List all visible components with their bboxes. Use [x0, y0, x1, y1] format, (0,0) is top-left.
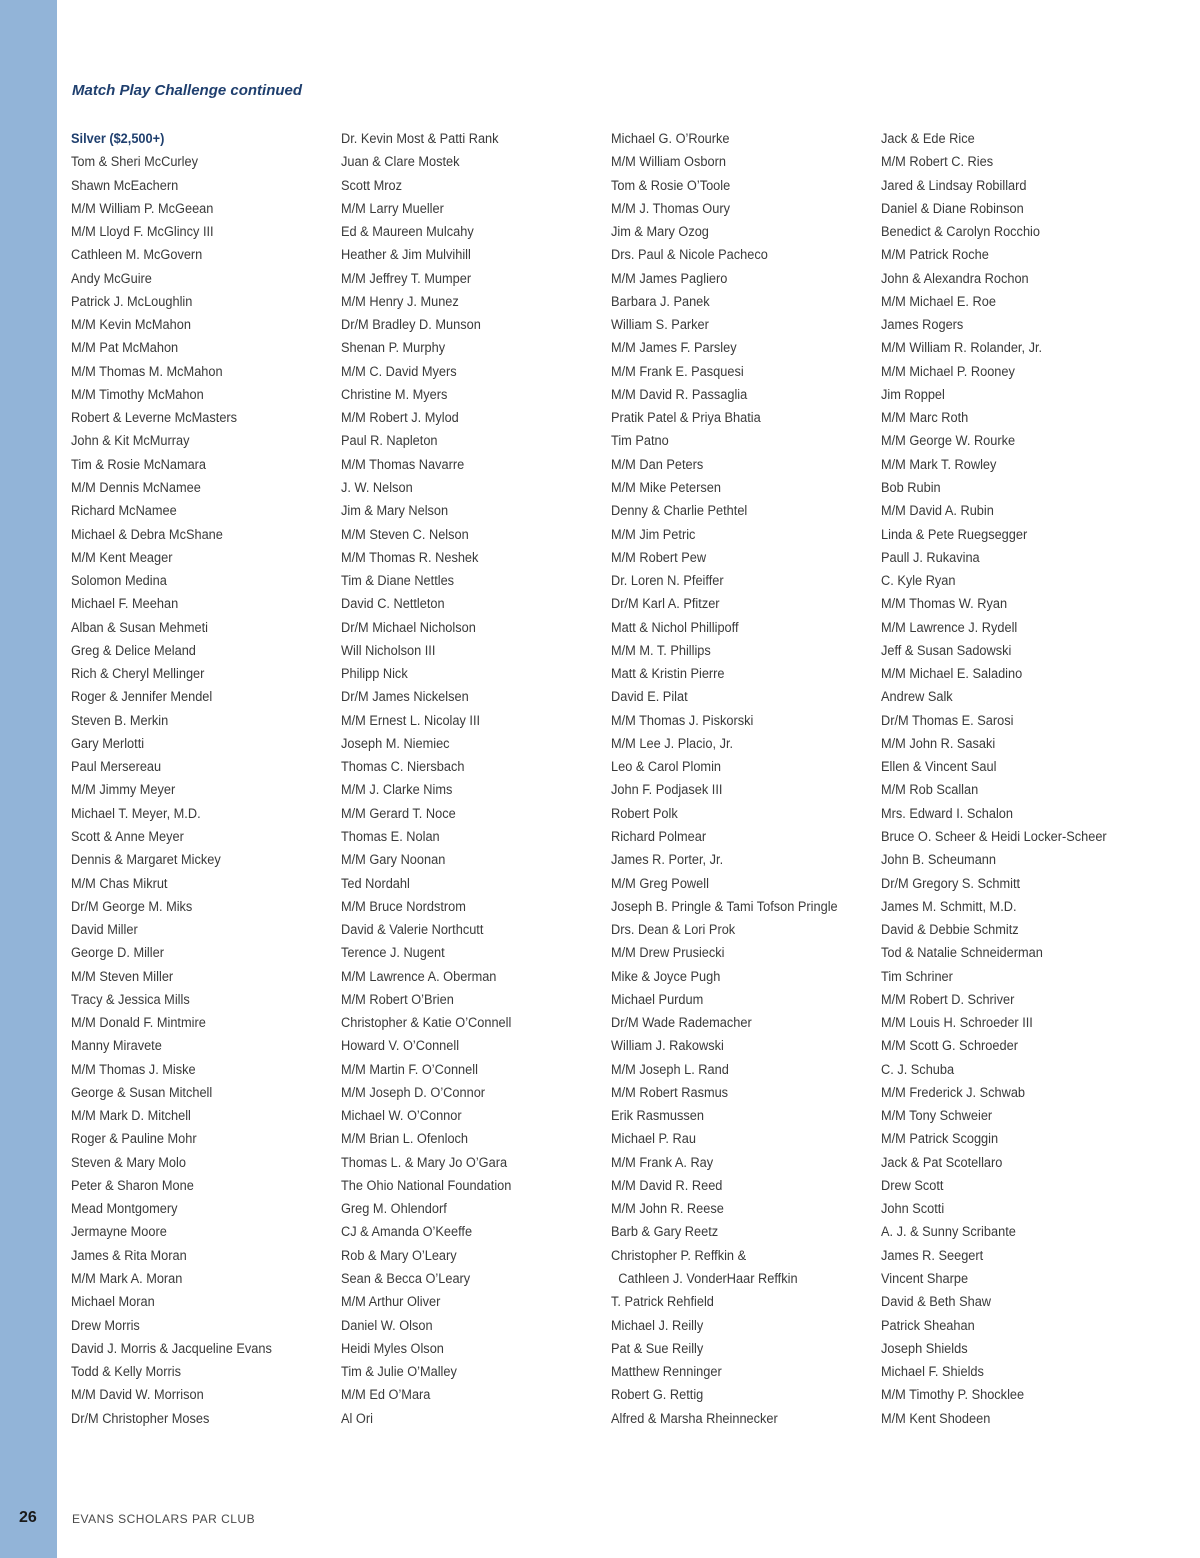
- donor-name: Jim & Mary Nelson: [341, 503, 449, 520]
- donor-name: M/M Robert Rasmus: [611, 1084, 729, 1101]
- donor-name: M/M Lloyd F. McGlincy III: [71, 224, 214, 241]
- donor-name: John F. Podjasek III: [611, 782, 723, 799]
- donor-name: Shenan P. Murphy: [341, 340, 446, 357]
- donor-name: Cathleen M. McGovern: [71, 247, 203, 264]
- donor-name: Jared & Lindsay Robillard: [881, 177, 1027, 194]
- donor-name: David J. Morris & Jacqueline Evans: [71, 1340, 272, 1357]
- donor-name: M/M Michael E. Roe: [881, 293, 996, 310]
- donor-name: Jack & Pat Scotellaro: [881, 1154, 1003, 1171]
- donor-name: William S. Parker: [611, 317, 709, 334]
- donor-name: M/M Robert D. Schriver: [881, 991, 1015, 1008]
- donor-name: M/M Arthur Oliver: [341, 1294, 441, 1311]
- donor-name: M/M Thomas J. Miske: [71, 1061, 196, 1078]
- donor-name: Daniel W. Olson: [341, 1317, 433, 1334]
- donor-name: Heidi Myles Olson: [341, 1340, 444, 1357]
- donor-name: M/M Thomas M. McMahon: [71, 363, 223, 380]
- donor-name: David C. Nettleton: [341, 596, 445, 613]
- donor-name: Erik Rasmussen: [611, 1108, 704, 1125]
- donor-name: Al Ori: [341, 1410, 373, 1427]
- donor-name: Drs. Paul & Nicole Pacheco: [611, 247, 768, 264]
- donor-name: James Rogers: [881, 317, 964, 334]
- donor-name: J. W. Nelson: [341, 479, 413, 496]
- donor-name: M/M Thomas R. Neshek: [341, 549, 479, 566]
- donor-name: Dr/M James Nickelsen: [341, 689, 469, 706]
- donor-name: M/M Lawrence J. Rydell: [881, 619, 1018, 636]
- donor-name: M/M Timothy P. Shocklee: [881, 1387, 1025, 1404]
- donor-name: William J. Rakowski: [611, 1038, 724, 1055]
- donor-name: George D. Miller: [71, 945, 164, 962]
- donor-name: Tim Patno: [611, 433, 669, 450]
- donor-name: Gary Merlotti: [71, 735, 145, 752]
- donor-name: Sean & Becca O’Leary: [341, 1271, 471, 1288]
- donor-name: James M. Schmitt, M.D.: [881, 898, 1017, 915]
- donor-name: T. Patrick Rehfield: [611, 1294, 714, 1311]
- donor-name: M/M William R. Rolander, Jr.: [881, 340, 1043, 357]
- donor-name: Joseph M. Niemiec: [341, 735, 450, 752]
- donor-name: M/M Steven C. Nelson: [341, 526, 469, 543]
- donor-name: M/M Steven Miller: [71, 968, 174, 985]
- donor-name: M/M C. David Myers: [341, 363, 457, 380]
- donor-name: Dr. Kevin Most & Patti Rank: [341, 131, 499, 147]
- donor-name: M/M Michael E. Saladino: [881, 666, 1023, 683]
- donor-name: Pratik Patel & Priya Bhatia: [611, 410, 761, 427]
- donor-name: Bob Rubin: [881, 479, 941, 496]
- donor-name: CJ & Amanda O’Keeffe: [341, 1224, 473, 1241]
- donor-name: M/M James F. Parsley: [611, 340, 737, 357]
- donor-name: Cathleen J. VonderHaar Reffkin: [618, 1271, 798, 1288]
- donor-name: M/M Frank E. Pasquesi: [611, 363, 744, 380]
- donor-name: Matthew Renninger: [611, 1364, 722, 1381]
- donor-name: M/M Thomas W. Ryan: [881, 596, 1008, 613]
- donor-name: Tim & Julie O’Malley: [341, 1364, 457, 1381]
- donor-name: Steven B. Merkin: [71, 712, 169, 729]
- donor-name: Dr/M Bradley D. Munson: [341, 317, 481, 334]
- donor-name: Paul R. Napleton: [341, 433, 438, 450]
- donor-name: Dr/M George M. Miks: [71, 898, 193, 915]
- donor-name: M/M William Osborn: [611, 154, 726, 171]
- donor-name: John Scotti: [881, 1201, 945, 1218]
- donor-name: M/M John R. Sasaki: [881, 735, 996, 752]
- donor-name: Andy McGuire: [71, 270, 152, 287]
- donor-name: Daniel & Diane Robinson: [881, 200, 1024, 217]
- donor-name: Pat & Sue Reilly: [611, 1340, 704, 1357]
- donor-name: Robert Polk: [611, 805, 678, 822]
- donor-name: David E. Pilat: [611, 689, 688, 706]
- donor-name: M/M David R. Reed: [611, 1177, 723, 1194]
- donor-name: C. Kyle Ryan: [881, 573, 956, 590]
- donor-name: Thomas E. Nolan: [341, 828, 440, 845]
- donor-name: M/M Martin F. O’Connell: [341, 1061, 478, 1078]
- donor-name: M/M Bruce Nordstrom: [341, 898, 466, 915]
- donor-name: Denny & Charlie Pethtel: [611, 503, 748, 520]
- donor-name: M/M Mark D. Mitchell: [71, 1108, 191, 1125]
- donor-name: M/M Frank A. Ray: [611, 1154, 714, 1171]
- donor-name: Tod & Natalie Schneiderman: [881, 945, 1043, 962]
- donor-name: Jack & Ede Rice: [881, 131, 975, 147]
- donor-name: M/M Ed O’Mara: [341, 1387, 431, 1404]
- donor-name: M/M Chas Mikrut: [71, 875, 168, 892]
- donor-name: Greg & Delice Meland: [71, 642, 196, 659]
- donor-name: Tom & Sheri McCurley: [71, 154, 199, 171]
- donor-name: Scott & Anne Meyer: [71, 828, 184, 845]
- donor-name: Robert & Leverne McMasters: [71, 410, 238, 427]
- donor-name: M/M Lee J. Placio, Jr.: [611, 735, 734, 752]
- donor-column-2: [341, 128, 530, 1431]
- donor-name: Peter & Sharon Mone: [71, 1177, 194, 1194]
- donor-name: Tracy & Jessica Mills: [71, 991, 190, 1008]
- donor-name: Thomas L. & Mary Jo O’Gara: [341, 1154, 508, 1171]
- donor-name: Jim & Mary Ozog: [611, 224, 709, 241]
- donor-name: Andrew Salk: [881, 689, 953, 706]
- donor-name: George & Susan Mitchell: [71, 1084, 213, 1101]
- donor-name: Heather & Jim Mulvihill: [341, 247, 471, 264]
- donor-name: M/M Mike Petersen: [611, 479, 721, 496]
- donor-name: M/M Patrick Scoggin: [881, 1131, 999, 1148]
- donor-name: Tim Schriner: [881, 968, 953, 985]
- donor-name: Drs. Dean & Lori Prok: [611, 922, 736, 939]
- donor-level-heading: Silver ($2,500+): [71, 131, 165, 147]
- donor-name: M/M Greg Powell: [611, 875, 709, 892]
- donor-name: Joseph B. Pringle & Tami Tofson Pringle: [611, 898, 838, 915]
- donor-name: M/M Mark T. Rowley: [881, 456, 997, 473]
- donor-name: David & Valerie Northcutt: [341, 922, 484, 939]
- donor-column-4: [881, 128, 1132, 1431]
- donor-name: Rich & Cheryl Mellinger: [71, 666, 205, 683]
- donor-name: Dr/M Wade Rademacher: [611, 1015, 752, 1032]
- donor-name: John B. Scheumann: [881, 852, 997, 869]
- donor-name: Dr/M Karl A. Pfitzer: [611, 596, 720, 613]
- donor-name: Terence J. Nugent: [341, 945, 445, 962]
- donor-name: Michael F. Shields: [881, 1364, 984, 1381]
- donor-name: M/M Donald F. Mintmire: [71, 1015, 206, 1032]
- donor-name: M/M Henry J. Munez: [341, 293, 459, 310]
- donor-name: Michael & Debra McShane: [71, 526, 223, 543]
- donor-name: Rob & Mary O’Leary: [341, 1247, 457, 1264]
- donor-name: M/M Jim Petric: [611, 526, 696, 543]
- donor-name: M/M Joseph D. O’Connor: [341, 1084, 486, 1101]
- donor-name: Patrick Sheahan: [881, 1317, 975, 1334]
- donor-name: Christopher P. Reffkin &: [611, 1247, 747, 1264]
- donor-name: M/M Dennis McNamee: [71, 479, 201, 496]
- donor-name: John & Kit McMurray: [71, 433, 190, 450]
- donor-name: M/M Dan Peters: [611, 456, 704, 473]
- donor-name: C. J. Schuba: [881, 1061, 955, 1078]
- donor-name: James R. Porter, Jr.: [611, 852, 724, 869]
- donor-name: Michael W. O’Connor: [341, 1108, 462, 1125]
- donor-column-3: [611, 128, 863, 1431]
- donor-name: Christopher & Katie O’Connell: [341, 1015, 512, 1032]
- donor-name: M/M William P. McGeean: [71, 200, 214, 217]
- donor-name: Dr/M Gregory S. Schmitt: [881, 875, 1021, 892]
- donor-name: M/M James Pagliero: [611, 270, 728, 287]
- donor-name: David Miller: [71, 922, 138, 939]
- donor-name: Ed & Maureen Mulcahy: [341, 224, 474, 241]
- donor-name: Dr/M Michael Nicholson: [341, 619, 476, 636]
- donor-name: David & Debbie Schmitz: [881, 922, 1019, 939]
- donor-name: Will Nicholson III: [341, 642, 436, 659]
- donor-name: Benedict & Carolyn Rocchio: [881, 224, 1040, 241]
- donor-name: Matt & Nichol Phillipoff: [611, 619, 739, 636]
- donor-name: M/M Frederick J. Schwab: [881, 1084, 1026, 1101]
- donor-name: M/M George W. Rourke: [881, 433, 1016, 450]
- donor-name: A. J. & Sunny Scribante: [881, 1224, 1016, 1241]
- donor-name: Tim & Diane Nettles: [341, 573, 455, 590]
- donor-name: Leo & Carol Plomin: [611, 759, 722, 776]
- donor-name: Matt & Kristin Pierre: [611, 666, 725, 683]
- donor-name: Drew Morris: [71, 1317, 140, 1334]
- donor-name: M/M Robert Pew: [611, 549, 707, 566]
- donor-name: Barb & Gary Reetz: [611, 1224, 719, 1241]
- donor-name: Dr/M Thomas E. Sarosi: [881, 712, 1014, 729]
- donor-name: M/M David R. Passaglia: [611, 386, 748, 403]
- donor-name: Juan & Clare Mostek: [341, 154, 460, 171]
- donor-name: M/M Rob Scallan: [881, 782, 979, 799]
- donor-name: M/M Timothy McMahon: [71, 386, 204, 403]
- donor-name: Michael T. Meyer, M.D.: [71, 805, 201, 822]
- donor-name: Howard V. O’Connell: [341, 1038, 460, 1055]
- donor-name: Barbara J. Panek: [611, 293, 710, 310]
- donor-name: Solomon Medina: [71, 573, 167, 590]
- donor-name: M/M Marc Roth: [881, 410, 969, 427]
- donor-name: Michael Moran: [71, 1294, 155, 1311]
- donor-name: M/M Thomas Navarre: [341, 456, 465, 473]
- donor-name: Michael Purdum: [611, 991, 704, 1008]
- donor-name: James R. Seegert: [881, 1247, 984, 1264]
- donor-name: M/M Brian L. Ofenloch: [341, 1131, 469, 1148]
- donor-name: Roger & Jennifer Mendel: [71, 689, 213, 706]
- donor-name: Patrick J. McLoughlin: [71, 293, 193, 310]
- donor-name: M/M Larry Mueller: [341, 200, 444, 217]
- donor-name: Michael F. Meehan: [71, 596, 179, 613]
- donor-name: M/M Kent Shodeen: [881, 1410, 991, 1427]
- donor-name: M/M Thomas J. Piskorski: [611, 712, 754, 729]
- donor-name: Jermayne Moore: [71, 1224, 167, 1241]
- donor-name: Steven & Mary Molo: [71, 1154, 186, 1171]
- donor-name: M/M Robert C. Ries: [881, 154, 994, 171]
- donor-name: Dr/M Christopher Moses: [71, 1410, 210, 1427]
- donor-name: M/M Robert J. Mylod: [341, 410, 459, 427]
- donor-name: Tim & Rosie McNamara: [71, 456, 207, 473]
- donor-name: Vincent Sharpe: [881, 1271, 969, 1288]
- donor-name: Richard Polmear: [611, 828, 707, 845]
- donor-name: M/M Lawrence A. Oberman: [341, 968, 497, 985]
- donor-name: M/M David A. Rubin: [881, 503, 994, 520]
- donor-name: Robert G. Rettig: [611, 1387, 704, 1404]
- donor-name: M/M Jimmy Meyer: [71, 782, 176, 799]
- donor-name: M/M M. T. Phillips: [611, 642, 711, 659]
- donor-name: Paull J. Rukavina: [881, 549, 980, 566]
- donor-name: Michael G. O’Rourke: [611, 131, 730, 147]
- donor-name: Roger & Pauline Mohr: [71, 1131, 197, 1148]
- donor-name: Bruce O. Scheer & Heidi Locker-Scheer: [881, 828, 1107, 845]
- donor-name: M/M Pat McMahon: [71, 340, 179, 357]
- donor-name: Michael J. Reilly: [611, 1317, 704, 1334]
- donor-name: Alfred & Marsha Rheinnecker: [611, 1410, 778, 1427]
- donor-name: Philipp Nick: [341, 666, 408, 683]
- donor-name: Drew Scott: [881, 1177, 944, 1194]
- donor-name: Dr. Loren N. Pfeiffer: [611, 573, 724, 590]
- donor-name: Greg M. Ohlendorf: [341, 1201, 447, 1218]
- donor-name: M/M Mark A. Moran: [71, 1271, 183, 1288]
- donor-name: M/M Ernest L. Nicolay III: [341, 712, 481, 729]
- donor-name: M/M Louis H. Schroeder III: [881, 1015, 1033, 1032]
- donor-name: M/M Jeffrey T. Mumper: [341, 270, 472, 287]
- donor-name: M/M Gerard T. Noce: [341, 805, 456, 822]
- section-heading: Match Play Challenge continued: [72, 82, 303, 99]
- donor-name: Scott Mroz: [341, 177, 403, 194]
- donor-name: Thomas C. Niersbach: [341, 759, 465, 776]
- donor-name: M/M Robert O’Brien: [341, 991, 454, 1008]
- donor-name: M/M J. Thomas Oury: [611, 200, 730, 217]
- donor-name: John & Alexandra Rochon: [881, 270, 1029, 287]
- donor-name: Linda & Pete Ruegsegger: [881, 526, 1028, 543]
- donor-column-1: [71, 128, 294, 1431]
- donor-name: Jeff & Susan Sadowski: [881, 642, 1012, 659]
- donor-name: M/M Patrick Roche: [881, 247, 989, 264]
- donor-name: Ellen & Vincent Saul: [881, 759, 997, 776]
- page-number: 26: [19, 1509, 37, 1526]
- donor-name: M/M Michael P. Rooney: [881, 363, 1015, 380]
- donor-name: Jim Roppel: [881, 386, 945, 403]
- donor-name: Tom & Rosie O’Toole: [611, 177, 731, 194]
- donor-name: Michael P. Rau: [611, 1131, 696, 1148]
- publication-name: EVANS SCHOLARS PAR CLUB: [72, 1512, 256, 1526]
- donor-name: M/M Kevin McMahon: [71, 317, 191, 334]
- donor-name: Richard McNamee: [71, 503, 177, 520]
- donor-name: Paul Mersereau: [71, 759, 162, 776]
- donor-name: Joseph Shields: [881, 1340, 968, 1357]
- donor-name: Manny Miravete: [71, 1038, 162, 1055]
- donor-name: Shawn McEachern: [71, 177, 179, 194]
- donor-name: Ted Nordahl: [341, 875, 410, 892]
- donor-name: M/M John R. Reese: [611, 1201, 724, 1218]
- donor-name: Mead Montgomery: [71, 1201, 178, 1218]
- donor-name: M/M Gary Noonan: [341, 852, 446, 869]
- donor-name: M/M Drew Prusiecki: [611, 945, 725, 962]
- donor-name: M/M Kent Meager: [71, 549, 173, 566]
- donor-name: M/M J. Clarke Nims: [341, 782, 453, 799]
- donor-name: M/M David W. Morrison: [71, 1387, 204, 1404]
- side-color-bar: [0, 0, 57, 1558]
- donor-name: David & Beth Shaw: [881, 1294, 992, 1311]
- donor-name: M/M Tony Schweier: [881, 1108, 993, 1125]
- donor-name: Christine M. Myers: [341, 386, 448, 403]
- donor-name: Dennis & Margaret Mickey: [71, 852, 221, 869]
- donor-name: Mike & Joyce Pugh: [611, 968, 721, 985]
- donor-name: The Ohio National Foundation: [341, 1177, 512, 1194]
- donor-name: Alban & Susan Mehmeti: [71, 619, 208, 636]
- donor-name: James & Rita Moran: [71, 1247, 187, 1264]
- donor-name: M/M Joseph L. Rand: [611, 1061, 729, 1078]
- donor-name: M/M Scott G. Schroeder: [881, 1038, 1018, 1055]
- donor-name: Todd & Kelly Morris: [71, 1364, 181, 1381]
- donor-name: Mrs. Edward I. Schalon: [881, 805, 1014, 822]
